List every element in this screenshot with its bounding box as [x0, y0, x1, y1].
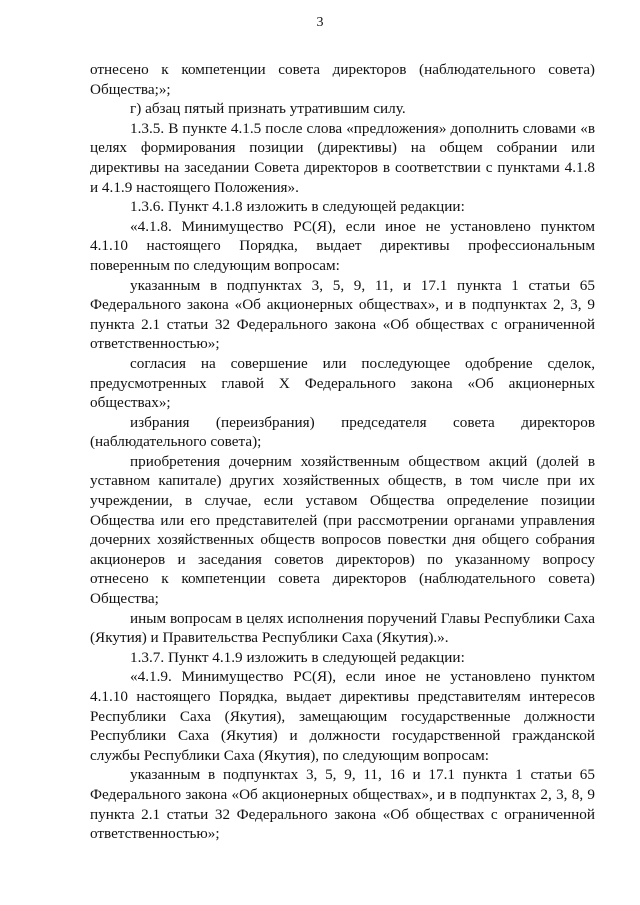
paragraph-1-3-7: 1.3.7. Пункт 4.1.9 изложить в следующей редакции: [130, 648, 465, 666]
paragraph-chairman-election: избрания (переизбрания) председателя совета директоров (наблюдательного совета); [90, 413, 595, 451]
paragraph-4-1-9: «4.1.9. Минимущество РС(Я), если иное не установлено пунктом 4.1.10 настоящего Порядка, выдает директивы представителям интересов Республики Саха (Якутия), замещающим государственные должности Республики Саха (Якутия) и должности государственной гражданской службы Республики Саха (Якутия), по следующим вопросам: [90, 668, 595, 764]
paragraph-item-g: г) абзац пятый признать утратившим силу. [130, 100, 406, 118]
paragraph-subsidiary-shares: приобретения дочерним хозяйственным обществом акций (долей в уставном капитале) других хозяйственных обществ, в том числе при их учреждении, в случае, если уставом Общества определение позиции Общества или его представителей (при рассмотрении органами управления дочерних хозяйственных обществ вопросов повестки дня общего собрания акционеров и заседания советов директоров) по указанному вопросу отнесено к компетенции совета директоров (наблюдательного совета) Общества; [90, 452, 595, 608]
page-number: 3 [316, 15, 324, 30]
paragraph-continuation: отнесено к компетенции совета директоров (наблюдательного совета) Общества;»; [90, 61, 595, 98]
paragraph-4-1-8: «4.1.8. Минимущество РС(Я), если иное не установлено пунктом 4.1.10 настоящего Порядка, выдает директивы профессиональным поверенным по следующим вопросам: [90, 217, 595, 274]
paragraph-consent-deals: согласия на совершение или последующее одобрение сделок, предусмотренных главой X Федерального закона «Об акционерных обществах»; [90, 354, 595, 412]
document-body [90, 60, 595, 844]
paragraph-subitems-65-extended: указанным в подпунктах 3, 5, 9, 11, 16 и 17.1 пункта 1 статьи 65 Федерального закона «Об акционерных обществах», и в подпунктах 2, 3, 8, 9 пункта 2.1 статьи 32 Федерального закона «Об обществах с ограниченной ответственностью»; [90, 766, 595, 843]
paragraph-subitems-65: указанным в подпунктах 3, 5, 9, 11, и 17.1 пункта 1 статьи 65 Федерального закона «Об акционерных обществах», и в подпунктах 2, 3, 9 пункта 2.1 статьи 32 Федерального закона «Об обществах с ограниченной ответственностью»; [90, 276, 595, 353]
paragraph-1-3-6: 1.3.6. Пункт 4.1.8 изложить в следующей редакции: [130, 198, 465, 216]
paragraph-other-matters: иным вопросам в целях исполнения поручений Главы Республики Саха (Якутия) и Правительства Республики Саха (Якутия).». [90, 609, 595, 647]
paragraph-1-3-5: 1.3.5. В пункте 4.1.5 после слова «предложения» дополнить словами «в целях формирования позиции (директивы) на общем собрании или директивы на заседании Совета директоров в соответствии с пунктами 4.1.8 и 4.1.9 настоящего Положения». [90, 119, 595, 196]
